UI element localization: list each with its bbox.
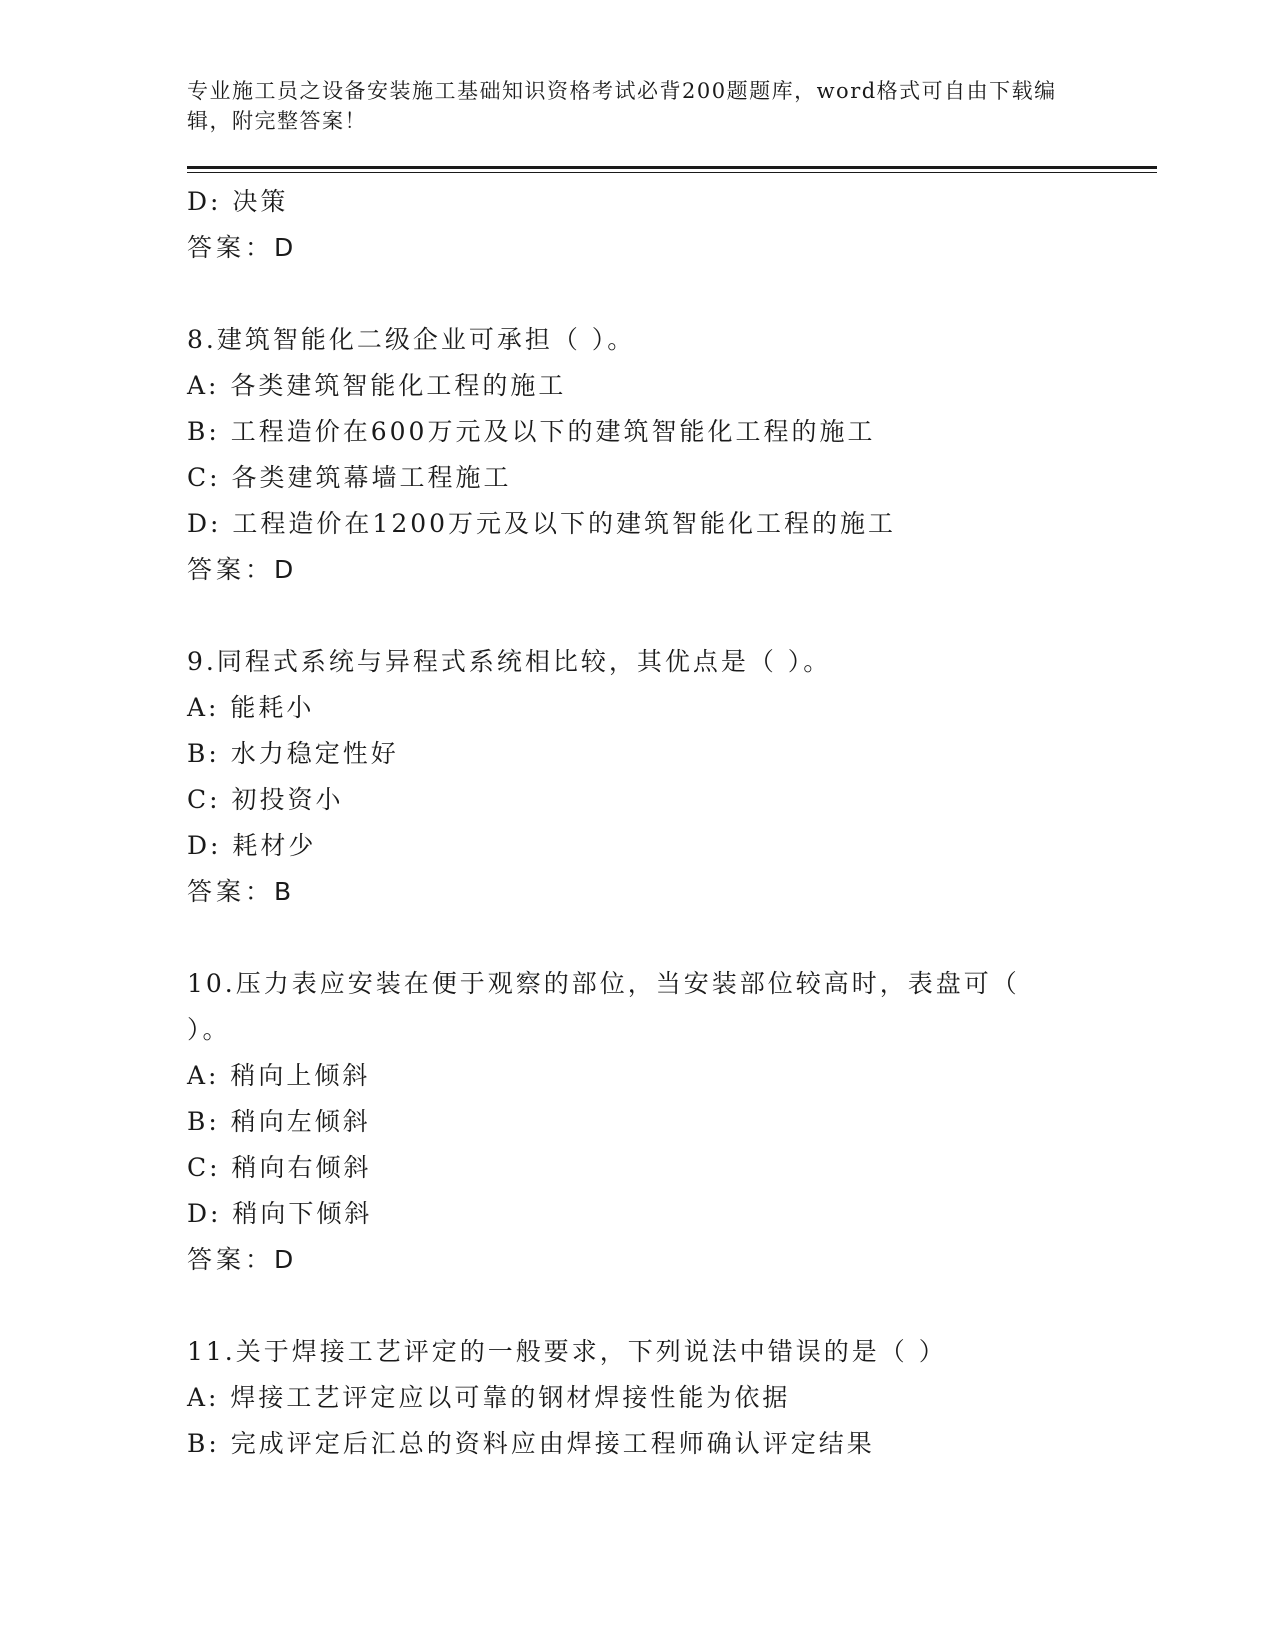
option-a: A: 稍向上倾斜 — [187, 1061, 371, 1090]
option-c: C: 初投资小 — [187, 785, 344, 814]
option-d: D: 稍向下倾斜 — [187, 1199, 373, 1228]
option-b: B: 水力稳定性好 — [187, 739, 399, 768]
answer-line — [187, 225, 1157, 271]
option-c: C: 稍向右倾斜 — [187, 1153, 372, 1182]
question-stem: 9.同程式系统与异程式系统相比较，其优点是（ ）。 — [187, 647, 832, 676]
spacer — [187, 271, 1157, 317]
answer-value: D — [274, 233, 295, 262]
answer-value: B — [274, 877, 293, 906]
spacer — [187, 593, 1157, 639]
question-stem: 10.压力表应安装在便于观察的部位，当安装部位较高时，表盘可（ ）。 — [187, 969, 1020, 1044]
option-d: D: 工程造价在1200万元及以下的建筑智能化工程的施工 — [187, 509, 897, 538]
header-divider-thick — [187, 166, 1157, 169]
option-a: A: 能耗小 — [187, 693, 315, 722]
answer-line — [187, 1237, 1157, 1283]
option-b: B: 工程造价在600万元及以下的建筑智能化工程的施工 — [187, 417, 876, 446]
option-b: B: 完成评定后汇总的资料应由焊接工程师确认评定结果 — [187, 1429, 875, 1458]
answer-label: 答案： — [187, 555, 275, 584]
option-d: D: 决策 — [187, 187, 289, 216]
answer-label: 答案： — [187, 1245, 275, 1274]
answer-value: D — [274, 1245, 295, 1274]
question-stem: 8.建筑智能化二级企业可承担（ ）。 — [187, 325, 636, 354]
option-b: B: 稍向左倾斜 — [187, 1107, 371, 1136]
option-d: D: 耗材少 — [187, 831, 317, 860]
option-c: C: 各类建筑幕墙工程施工 — [187, 463, 512, 492]
answer-line — [187, 547, 1157, 593]
answer-label: 答案： — [187, 877, 275, 906]
answer-label: 答案： — [187, 233, 275, 262]
option-a: A: 各类建筑智能化工程的施工 — [187, 371, 567, 400]
answer-value: D — [274, 555, 295, 584]
document-page — [187, 76, 1157, 1467]
document-header: 专业施工员之设备安装施工基础知识资格考试必背200题题库，word格式可自由下载编辑，附完整答案！ — [187, 79, 1057, 133]
option-a: A: 焊接工艺评定应以可靠的钢材焊接性能为依据 — [187, 1383, 791, 1412]
question-list — [187, 179, 1157, 1467]
header-divider-thin — [187, 172, 1157, 173]
question-stem: 11.关于焊接工艺评定的一般要求，下列说法中错误的是（ ） — [187, 1337, 947, 1366]
spacer — [187, 915, 1157, 961]
answer-line — [187, 869, 1157, 915]
spacer — [187, 1283, 1157, 1329]
